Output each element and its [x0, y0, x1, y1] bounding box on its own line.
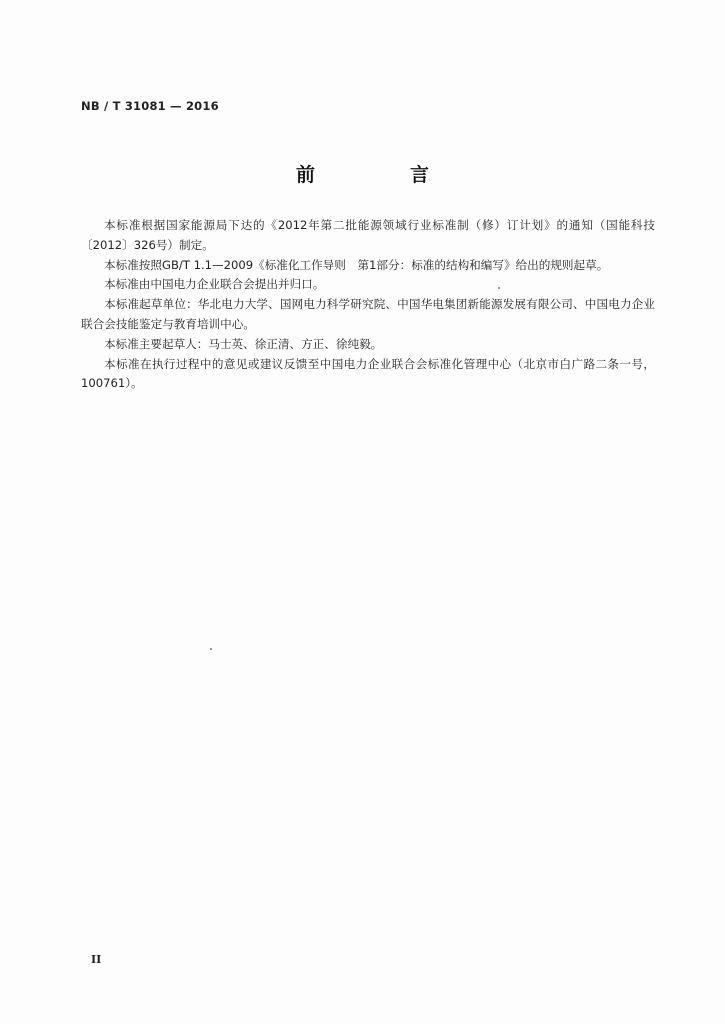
- paragraph-feedback: 本标准在执行过程中的意见或建议反馈至中国电力企业联合会标准化管理中心（北京市白广路二条一号，100761）。: [81, 356, 655, 391]
- paragraph-drafting-rules: 本标准按照GB/T 1.1—2009《标准化工作导则 第1部分：标准的结构和编写》给出的规则起草。: [104, 257, 609, 272]
- scan-speck: [498, 287, 500, 289]
- scan-speck: [210, 648, 212, 650]
- paragraph-drafters: 本标准主要起草人：马士英、徐正清、方正、徐纯毅。: [104, 336, 383, 351]
- page-number: II: [91, 953, 102, 966]
- paragraph-proposer: 本标准由中国电力企业联合会提出并归口。: [104, 277, 325, 292]
- standard-code: NB / T 31081 — 2016: [81, 99, 219, 113]
- foreword-body: [81, 216, 655, 394]
- page-title: 前 言: [295, 164, 467, 186]
- paragraph-basis: 本标准根据国家能源局下达的《2012年第二批能源领域行业标准制（修）订计划》的通知（国能科技〔2012〕326号）制定。: [81, 218, 655, 252]
- paragraph-drafting-units: 本标准起草单位：华北电力大学、国网电力科学研究院、中国华电集团新能源发展有限公司、中国电力企业联合会技能鉴定与教育培训中心。: [81, 297, 655, 331]
